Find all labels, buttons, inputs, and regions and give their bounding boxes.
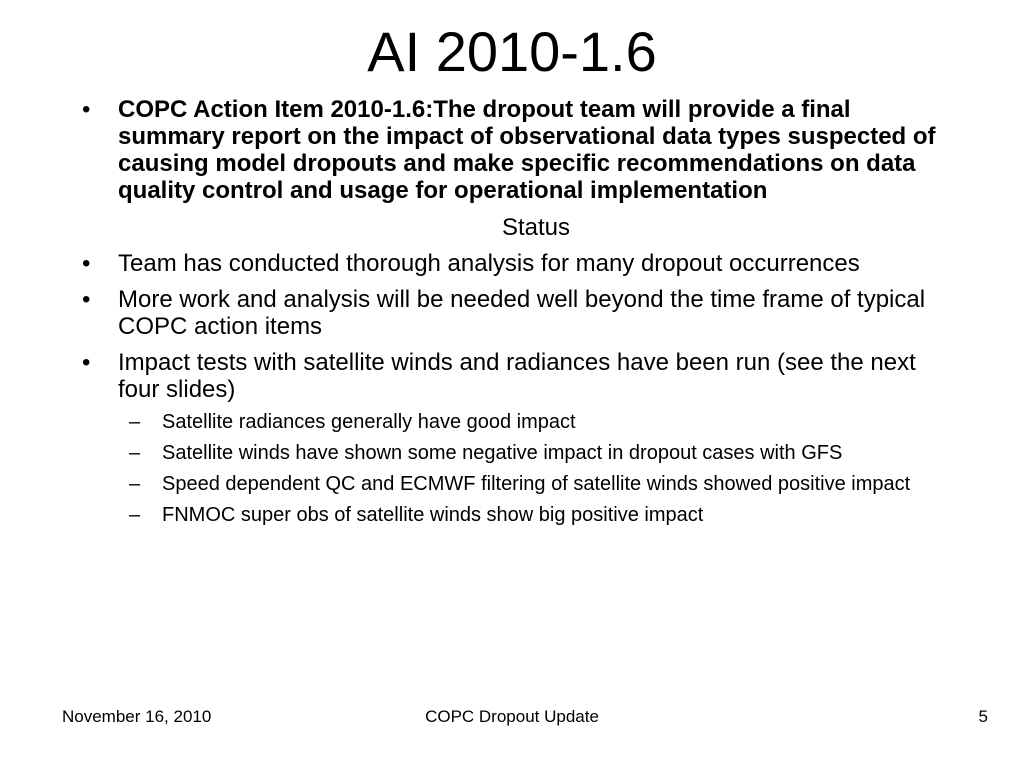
sub-bullet xyxy=(74,472,954,496)
sub-bullet-text: Speed dependent QC and ECMWF filtering of satellite winds showed positive impact xyxy=(162,473,911,495)
action-item-bullet xyxy=(74,96,954,204)
sub-bullet xyxy=(74,441,954,465)
sub-bullet-text: Satellite winds have shown some negative impact in dropout cases with GFS xyxy=(162,442,843,464)
bullet-symbol: • xyxy=(82,250,91,277)
slide-title: AI 2010-1.6 xyxy=(367,20,657,83)
status-bullet-text: More work and analysis will be needed well beyond the time frame of typical COPC action items xyxy=(118,286,926,340)
dash-symbol: – xyxy=(129,504,141,526)
dash-symbol: – xyxy=(129,473,141,495)
dash-symbol: – xyxy=(129,442,141,464)
sub-bullet xyxy=(74,503,954,527)
status-heading: Status xyxy=(501,214,571,241)
action-item-text: COPC Action Item 2010-1.6:The dropout team will provide a final summary report on the impact of observational data types suspected of causing model dropouts and make specific recommendations on data quality control and usage for operational implementation xyxy=(118,96,936,204)
bullet-symbol: • xyxy=(82,96,91,123)
status-bullet-text: Team has conducted thorough analysis for many dropout occurrences xyxy=(118,250,860,277)
bullet-symbol: • xyxy=(82,286,91,313)
page-number: 5 xyxy=(978,707,988,726)
status-bullet xyxy=(74,286,954,340)
status-bullet xyxy=(74,349,954,403)
bullet-symbol: • xyxy=(82,349,91,376)
footer-date: November 16, 2010 xyxy=(62,707,212,726)
sub-bullet-text: FNMOC super obs of satellite winds show big positive impact xyxy=(162,504,704,526)
footer-title: COPC Dropout Update xyxy=(425,707,599,726)
sub-bullet xyxy=(74,410,954,434)
dash-symbol: – xyxy=(129,411,141,433)
slide-body xyxy=(74,96,954,527)
status-bullet xyxy=(74,250,954,277)
status-bullet-text: Impact tests with satellite winds and radiances have been run (see the next four slides) xyxy=(118,349,916,403)
sub-bullet-text: Satellite radiances generally have good impact xyxy=(162,411,576,433)
